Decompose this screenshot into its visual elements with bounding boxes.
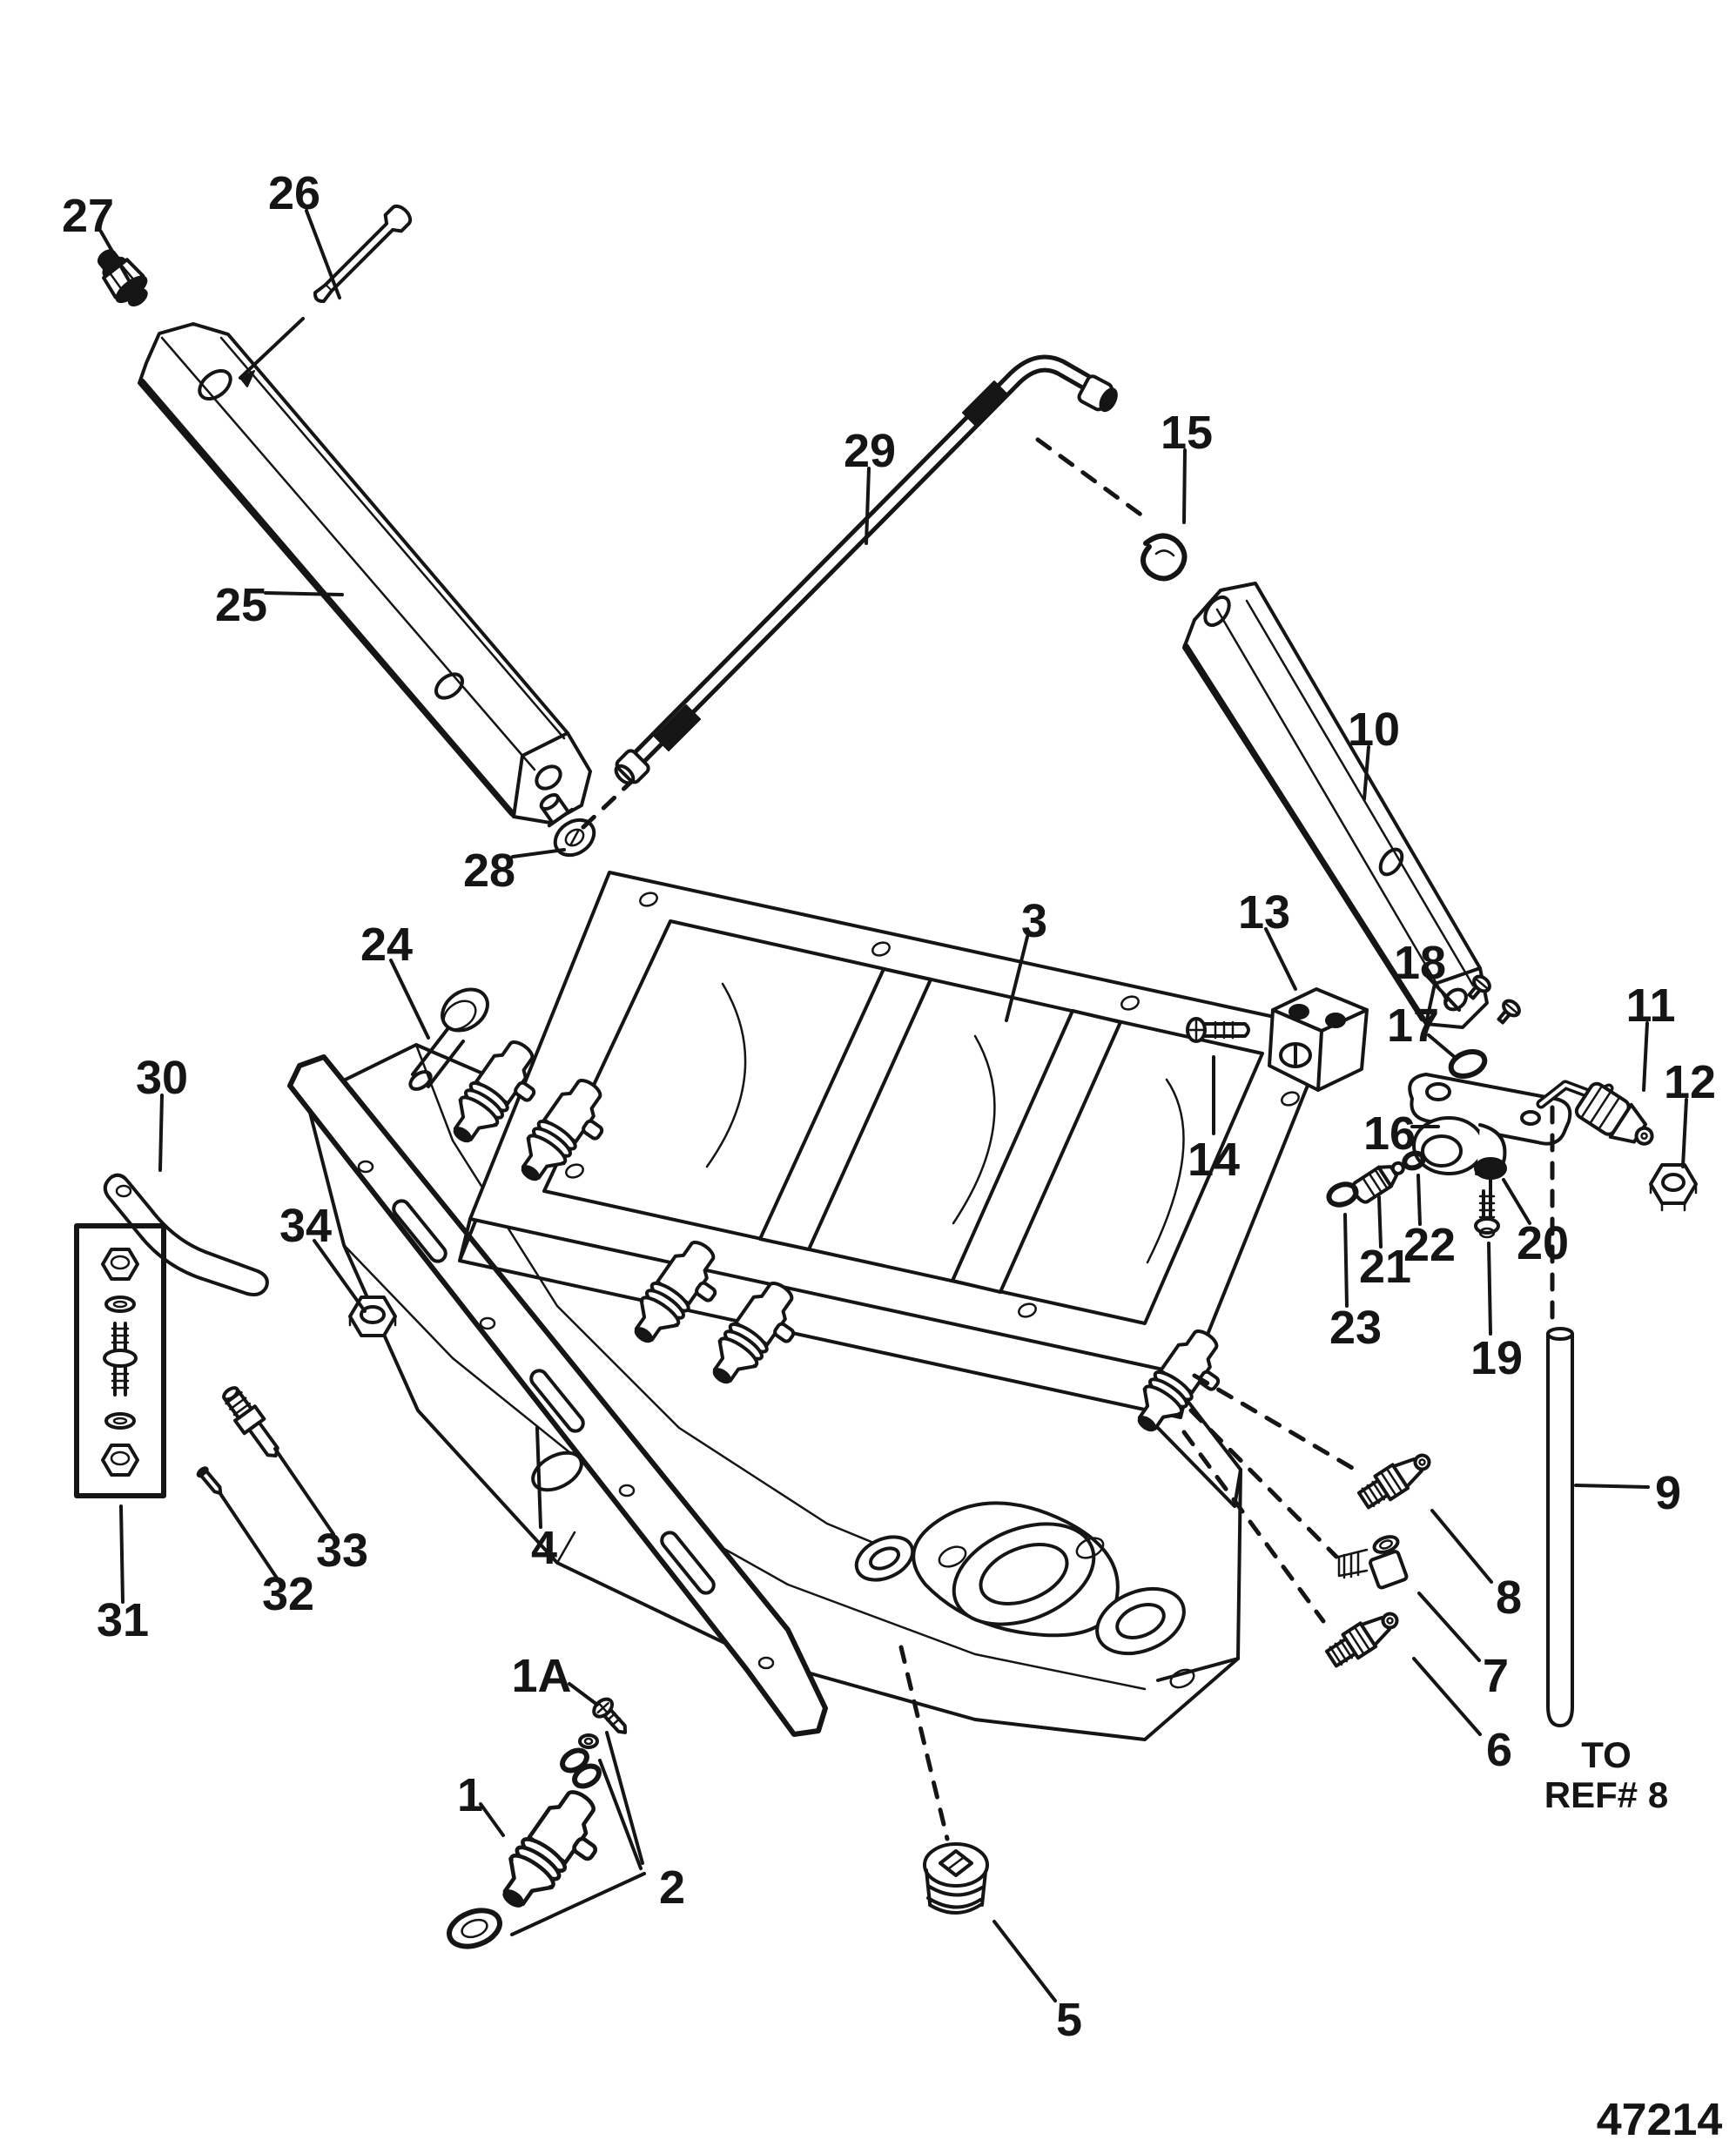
part-label-1A: 1A bbox=[511, 1650, 572, 1702]
leader-line-9 bbox=[1576, 1485, 1648, 1487]
part-label-10: 10 bbox=[1347, 703, 1401, 756]
part-label-29: 29 bbox=[843, 425, 897, 477]
part-label-19: 19 bbox=[1470, 1332, 1524, 1384]
leader-line-19 bbox=[1489, 1243, 1490, 1334]
junction-block-13 bbox=[1269, 989, 1367, 1090]
part-label-11: 11 bbox=[1625, 979, 1676, 1032]
part-label-21: 21 bbox=[1358, 1241, 1412, 1293]
part-label-30: 30 bbox=[135, 1052, 189, 1104]
note-to-ref-line1: TO bbox=[1581, 1734, 1632, 1775]
part-label-6: 6 bbox=[1485, 1724, 1513, 1776]
leader-line-30 bbox=[160, 1095, 162, 1170]
leader-line-21 bbox=[1379, 1197, 1381, 1247]
part-label-4: 4 bbox=[530, 1522, 558, 1574]
drawing-number: 47214 bbox=[1596, 2095, 1723, 2145]
part-label-24: 24 bbox=[360, 919, 414, 971]
part-label-31: 31 bbox=[96, 1594, 150, 1646]
leader-line-22 bbox=[1418, 1175, 1420, 1224]
leader-line-25 bbox=[266, 593, 342, 595]
part-label-33: 33 bbox=[315, 1524, 369, 1577]
part-label-3: 3 bbox=[1020, 895, 1048, 947]
leader-line-31 bbox=[121, 1506, 123, 1602]
part-label-32: 32 bbox=[261, 1568, 315, 1620]
part-label-22: 22 bbox=[1403, 1219, 1457, 1271]
part-label-2: 2 bbox=[658, 1861, 686, 1914]
part-label-34: 34 bbox=[279, 1200, 333, 1252]
note-to-ref-line2: REF# 8 bbox=[1544, 1774, 1669, 1815]
fuel-tube-9 bbox=[1548, 1329, 1572, 1726]
part-label-15: 15 bbox=[1160, 407, 1214, 459]
part-label-23: 23 bbox=[1329, 1302, 1383, 1354]
part-label-9: 9 bbox=[1654, 1467, 1682, 1519]
leader-line-23 bbox=[1345, 1215, 1347, 1306]
part-label-27: 27 bbox=[61, 190, 115, 242]
leader-line-15 bbox=[1184, 450, 1185, 522]
part-label-26: 26 bbox=[267, 167, 321, 219]
part-label-13: 13 bbox=[1237, 886, 1291, 939]
part-label-12: 12 bbox=[1663, 1056, 1717, 1108]
part-label-16: 16 bbox=[1363, 1107, 1416, 1160]
part-label-8: 8 bbox=[1495, 1572, 1523, 1624]
part-label-14: 14 bbox=[1187, 1134, 1241, 1186]
part-label-5: 5 bbox=[1055, 1994, 1083, 2046]
part-label-1: 1 bbox=[456, 1769, 484, 1821]
part-label-28: 28 bbox=[462, 845, 516, 897]
nut-34 bbox=[350, 1297, 395, 1336]
part-label-7: 7 bbox=[1482, 1650, 1510, 1702]
part-label-17: 17 bbox=[1386, 999, 1440, 1052]
part-label-20: 20 bbox=[1516, 1217, 1570, 1269]
part-label-25: 25 bbox=[214, 579, 268, 631]
part-label-18: 18 bbox=[1393, 937, 1447, 989]
